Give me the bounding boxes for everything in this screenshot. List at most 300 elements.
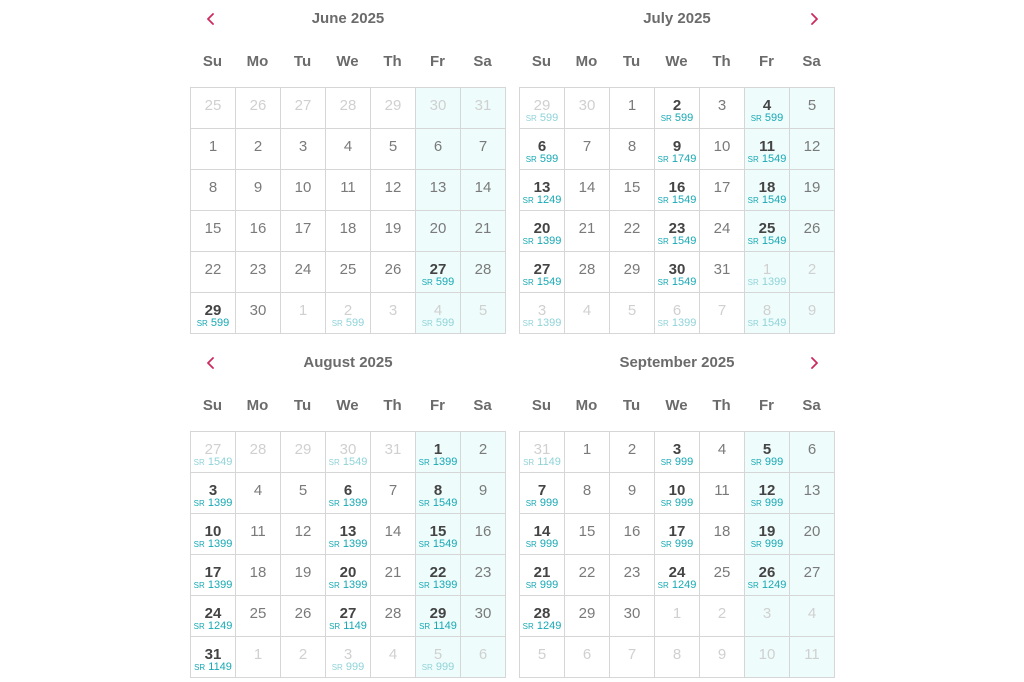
day-cell[interactable] xyxy=(565,211,610,252)
day-grid xyxy=(519,87,835,334)
day-number: 27 xyxy=(429,261,447,278)
weekday-label: Sa xyxy=(802,397,821,414)
day-price xyxy=(520,620,564,632)
day-cell[interactable] xyxy=(520,473,565,514)
day-cell[interactable] xyxy=(371,170,416,211)
day-cell-outside-month[interactable] xyxy=(655,596,700,637)
day-cell-outside-month[interactable] xyxy=(326,432,371,473)
day-number: 27 xyxy=(294,97,312,114)
day-cell[interactable] xyxy=(461,211,506,252)
currency-label: SR xyxy=(657,155,669,164)
day-cell-outside-month[interactable] xyxy=(416,637,461,678)
day-cell-outside-month[interactable] xyxy=(326,637,371,678)
day-cell[interactable] xyxy=(416,211,461,252)
day-number: 31 xyxy=(713,261,731,278)
day-cell[interactable] xyxy=(520,514,565,555)
day-cell[interactable] xyxy=(655,252,700,293)
weekday-label: Mo xyxy=(575,53,598,70)
day-price xyxy=(520,112,564,124)
day-cell-outside-month[interactable] xyxy=(655,637,700,678)
currency-label: SR xyxy=(657,278,669,287)
day-number: 6 xyxy=(807,441,817,458)
day-number: 19 xyxy=(384,220,402,237)
day-cell-outside-month[interactable] xyxy=(281,88,326,129)
currency-label: SR xyxy=(747,155,759,164)
day-cell[interactable] xyxy=(236,293,281,334)
day-number: 24 xyxy=(204,605,222,622)
price-amount: 599 xyxy=(674,112,694,124)
day-cell[interactable] xyxy=(565,432,610,473)
day-cell[interactable] xyxy=(700,514,745,555)
day-number: 12 xyxy=(294,523,312,540)
day-cell-outside-month[interactable] xyxy=(236,88,281,129)
currency-label: SR xyxy=(329,622,341,631)
price-amount: 1149 xyxy=(537,456,561,468)
day-cell-outside-month[interactable] xyxy=(326,88,371,129)
day-cell[interactable] xyxy=(326,514,371,555)
day-cell[interactable] xyxy=(461,129,506,170)
day-number: 30 xyxy=(578,97,596,114)
weekday-label: Th xyxy=(712,53,731,70)
day-cell[interactable] xyxy=(326,170,371,211)
day-cell[interactable] xyxy=(655,514,700,555)
currency-label: SR xyxy=(750,114,762,123)
day-number: 7 xyxy=(717,302,727,319)
day-number: 18 xyxy=(758,179,776,196)
currency-label: SR xyxy=(522,278,534,287)
day-cell[interactable] xyxy=(416,432,461,473)
day-cell-outside-month[interactable] xyxy=(520,432,565,473)
day-cell[interactable] xyxy=(416,596,461,637)
day-cell[interactable] xyxy=(236,596,281,637)
day-number: 13 xyxy=(803,482,821,499)
currency-label: SR xyxy=(660,540,672,549)
day-number: 14 xyxy=(578,179,596,196)
day-cell[interactable] xyxy=(371,555,416,596)
day-cell[interactable] xyxy=(700,129,745,170)
day-cell[interactable] xyxy=(655,555,700,596)
day-cell-outside-month[interactable] xyxy=(461,293,506,334)
day-number: 10 xyxy=(668,482,686,499)
day-cell[interactable] xyxy=(191,555,236,596)
day-cell-outside-month[interactable] xyxy=(191,88,236,129)
day-cell[interactable] xyxy=(281,514,326,555)
day-price xyxy=(745,112,789,124)
day-cell[interactable] xyxy=(281,252,326,293)
price-amount: 999 xyxy=(539,497,559,509)
day-cell-outside-month[interactable] xyxy=(655,293,700,334)
day-cell-outside-month[interactable] xyxy=(281,432,326,473)
day-cell-outside-month[interactable] xyxy=(790,637,835,678)
day-cell[interactable] xyxy=(416,129,461,170)
day-cell[interactable] xyxy=(371,252,416,293)
day-cell[interactable] xyxy=(565,170,610,211)
day-number: 17 xyxy=(204,564,222,581)
day-cell-outside-month[interactable] xyxy=(790,293,835,334)
day-cell[interactable] xyxy=(371,129,416,170)
day-cell[interactable] xyxy=(461,170,506,211)
day-cell[interactable] xyxy=(655,473,700,514)
price-amount: 599 xyxy=(539,153,559,165)
day-cell-outside-month[interactable] xyxy=(700,293,745,334)
day-cell[interactable] xyxy=(326,252,371,293)
day-number: 29 xyxy=(294,441,312,458)
day-cell[interactable] xyxy=(700,555,745,596)
day-cell[interactable] xyxy=(236,129,281,170)
day-cell[interactable] xyxy=(790,88,835,129)
price-amount: 1549 xyxy=(207,456,233,468)
day-cell[interactable] xyxy=(565,129,610,170)
prev-month-button[interactable] xyxy=(202,354,220,372)
day-number: 14 xyxy=(533,523,551,540)
day-cell-outside-month[interactable] xyxy=(610,637,655,678)
day-cell[interactable] xyxy=(790,432,835,473)
day-cell[interactable] xyxy=(610,88,655,129)
day-cell[interactable] xyxy=(745,432,790,473)
currency-label: SR xyxy=(525,114,537,123)
day-price xyxy=(416,317,460,329)
day-number: 4 xyxy=(343,138,353,155)
day-cell[interactable] xyxy=(745,129,790,170)
day-cell[interactable] xyxy=(191,211,236,252)
day-grid xyxy=(519,431,835,678)
day-cell[interactable] xyxy=(191,293,236,334)
day-cell-outside-month[interactable] xyxy=(416,88,461,129)
day-cell[interactable] xyxy=(610,473,655,514)
day-cell[interactable] xyxy=(565,252,610,293)
day-cell[interactable] xyxy=(326,473,371,514)
day-cell[interactable] xyxy=(610,432,655,473)
day-cell[interactable] xyxy=(281,473,326,514)
day-cell[interactable] xyxy=(610,211,655,252)
day-price xyxy=(520,497,564,509)
day-cell[interactable] xyxy=(520,129,565,170)
day-cell[interactable] xyxy=(745,211,790,252)
price-amount: 999 xyxy=(345,661,365,673)
day-number: 29 xyxy=(623,261,641,278)
day-cell-outside-month[interactable] xyxy=(371,293,416,334)
day-cell[interactable] xyxy=(326,555,371,596)
day-cell[interactable] xyxy=(191,637,236,678)
weekday-label: We xyxy=(336,397,359,414)
day-cell[interactable] xyxy=(461,432,506,473)
day-cell[interactable] xyxy=(610,555,655,596)
day-number: 3 xyxy=(537,302,547,319)
day-cell-outside-month[interactable] xyxy=(520,88,565,129)
currency-label: SR xyxy=(421,663,433,672)
day-cell[interactable] xyxy=(191,170,236,211)
month-title: June 2025 xyxy=(311,10,385,27)
day-cell-outside-month[interactable] xyxy=(461,637,506,678)
day-cell[interactable] xyxy=(790,514,835,555)
day-cell[interactable] xyxy=(461,252,506,293)
day-cell-outside-month[interactable] xyxy=(371,88,416,129)
day-cell[interactable] xyxy=(700,252,745,293)
day-price xyxy=(745,497,789,509)
day-cell[interactable] xyxy=(281,170,326,211)
day-cell[interactable] xyxy=(416,473,461,514)
day-cell[interactable] xyxy=(326,129,371,170)
day-cell-outside-month[interactable] xyxy=(461,88,506,129)
day-cell[interactable] xyxy=(236,555,281,596)
day-number: 16 xyxy=(623,523,641,540)
day-number: 13 xyxy=(533,179,551,196)
day-number: 4 xyxy=(582,302,592,319)
day-cell-outside-month[interactable] xyxy=(745,293,790,334)
day-cell[interactable] xyxy=(326,211,371,252)
day-cell[interactable] xyxy=(416,170,461,211)
day-number: 2 xyxy=(672,97,682,114)
day-number: 29 xyxy=(429,605,447,622)
day-cell[interactable] xyxy=(565,473,610,514)
day-cell[interactable] xyxy=(610,596,655,637)
price-amount: 1249 xyxy=(536,194,562,206)
day-cell[interactable] xyxy=(610,129,655,170)
day-cell[interactable] xyxy=(371,473,416,514)
currency-label: SR xyxy=(525,540,537,549)
day-number: 3 xyxy=(762,605,772,622)
day-number: 1 xyxy=(582,441,592,458)
day-price xyxy=(191,497,235,509)
day-price xyxy=(655,497,699,509)
month-header xyxy=(190,0,506,36)
day-cell[interactable] xyxy=(416,555,461,596)
day-cell-outside-month[interactable] xyxy=(610,293,655,334)
day-cell[interactable] xyxy=(416,514,461,555)
day-cell[interactable] xyxy=(700,170,745,211)
day-cell[interactable] xyxy=(745,473,790,514)
day-cell[interactable] xyxy=(565,596,610,637)
day-number: 16 xyxy=(249,220,267,237)
price-amount: 1149 xyxy=(343,620,367,632)
day-number: 4 xyxy=(762,97,772,114)
prev-month-button[interactable] xyxy=(202,10,220,28)
day-number: 6 xyxy=(582,646,592,663)
currency-label: SR xyxy=(419,622,431,631)
day-number: 6 xyxy=(478,646,488,663)
day-cell[interactable] xyxy=(191,129,236,170)
day-number: 30 xyxy=(623,605,641,622)
day-number: 8 xyxy=(672,646,682,663)
price-amount: 999 xyxy=(764,538,784,550)
weekday-header-row xyxy=(190,36,506,87)
price-amount: 1249 xyxy=(671,579,697,591)
next-month-button[interactable] xyxy=(805,354,823,372)
day-cell-outside-month[interactable] xyxy=(281,637,326,678)
currency-label: SR xyxy=(194,663,206,672)
day-cell-outside-month[interactable] xyxy=(565,293,610,334)
day-cell[interactable] xyxy=(236,473,281,514)
chevron-right-icon xyxy=(809,357,819,369)
currency-label: SR xyxy=(193,540,205,549)
price-amount: 999 xyxy=(764,497,784,509)
day-cell[interactable] xyxy=(655,129,700,170)
day-cell[interactable] xyxy=(790,170,835,211)
day-number: 15 xyxy=(578,523,596,540)
day-cell[interactable] xyxy=(191,596,236,637)
day-cell-outside-month[interactable] xyxy=(520,293,565,334)
day-cell-outside-month[interactable] xyxy=(745,252,790,293)
day-cell[interactable] xyxy=(655,170,700,211)
day-number: 25 xyxy=(339,261,357,278)
day-number: 23 xyxy=(474,564,492,581)
day-number: 21 xyxy=(578,220,596,237)
day-cell[interactable] xyxy=(790,211,835,252)
day-price xyxy=(326,317,370,329)
day-cell[interactable] xyxy=(281,211,326,252)
weekday-label: Fr xyxy=(759,53,774,70)
day-cell[interactable] xyxy=(326,596,371,637)
price-amount: 1399 xyxy=(342,579,368,591)
day-price xyxy=(520,235,564,247)
day-cell[interactable] xyxy=(790,129,835,170)
day-grid xyxy=(190,87,506,334)
day-cell[interactable] xyxy=(191,514,236,555)
day-number: 4 xyxy=(807,605,817,622)
day-price xyxy=(745,317,789,329)
price-amount: 1549 xyxy=(761,194,787,206)
day-cell[interactable] xyxy=(371,596,416,637)
day-number: 31 xyxy=(384,441,402,458)
day-cell[interactable] xyxy=(520,596,565,637)
day-cell[interactable] xyxy=(565,555,610,596)
price-amount: 999 xyxy=(674,538,694,550)
day-cell-outside-month[interactable] xyxy=(520,637,565,678)
day-cell[interactable] xyxy=(655,432,700,473)
currency-label: SR xyxy=(747,278,759,287)
day-cell[interactable] xyxy=(745,555,790,596)
day-number: 30 xyxy=(668,261,686,278)
day-cell[interactable] xyxy=(610,514,655,555)
day-cell[interactable] xyxy=(191,473,236,514)
day-cell[interactable] xyxy=(236,211,281,252)
day-cell[interactable] xyxy=(461,596,506,637)
day-number: 18 xyxy=(249,564,267,581)
day-cell-outside-month[interactable] xyxy=(236,432,281,473)
day-cell-outside-month[interactable] xyxy=(790,252,835,293)
day-cell-outside-month[interactable] xyxy=(790,596,835,637)
day-cell-outside-month[interactable] xyxy=(416,293,461,334)
price-amount: 1549 xyxy=(342,456,368,468)
day-number: 7 xyxy=(478,138,488,155)
day-cell-outside-month[interactable] xyxy=(326,293,371,334)
day-number: 9 xyxy=(627,482,637,499)
day-number: 2 xyxy=(253,138,263,155)
day-cell[interactable] xyxy=(700,88,745,129)
day-number: 4 xyxy=(388,646,398,663)
day-cell[interactable] xyxy=(610,252,655,293)
day-cell-outside-month[interactable] xyxy=(236,637,281,678)
day-number: 18 xyxy=(713,523,731,540)
day-cell[interactable] xyxy=(371,514,416,555)
currency-label: SR xyxy=(522,237,534,246)
day-cell[interactable] xyxy=(236,170,281,211)
currency-label: SR xyxy=(522,622,534,631)
weekday-label: Mo xyxy=(246,397,269,414)
day-number: 14 xyxy=(474,179,492,196)
day-cell[interactable] xyxy=(520,555,565,596)
day-cell[interactable] xyxy=(281,596,326,637)
day-cell-outside-month[interactable] xyxy=(281,293,326,334)
day-cell-outside-month[interactable] xyxy=(565,88,610,129)
weekday-label: Mo xyxy=(575,397,598,414)
day-cell-outside-month[interactable] xyxy=(745,596,790,637)
day-cell-outside-month[interactable] xyxy=(371,637,416,678)
day-cell[interactable] xyxy=(700,473,745,514)
day-cell[interactable] xyxy=(236,252,281,293)
price-amount: 599 xyxy=(764,112,784,124)
day-cell[interactable] xyxy=(371,211,416,252)
day-cell[interactable] xyxy=(700,432,745,473)
day-cell-outside-month[interactable] xyxy=(565,637,610,678)
day-number: 9 xyxy=(672,138,682,155)
weekday-label: We xyxy=(665,53,688,70)
day-cell[interactable] xyxy=(281,129,326,170)
day-number: 14 xyxy=(384,523,402,540)
day-cell[interactable] xyxy=(191,252,236,293)
day-number: 24 xyxy=(294,261,312,278)
day-cell[interactable] xyxy=(461,555,506,596)
day-cell[interactable] xyxy=(416,252,461,293)
day-cell[interactable] xyxy=(520,211,565,252)
day-cell[interactable] xyxy=(790,555,835,596)
day-number: 20 xyxy=(803,523,821,540)
day-cell[interactable] xyxy=(745,514,790,555)
day-cell[interactable] xyxy=(655,88,700,129)
day-number: 3 xyxy=(298,138,308,155)
day-cell[interactable] xyxy=(461,473,506,514)
day-price xyxy=(416,538,460,550)
day-cell[interactable] xyxy=(281,555,326,596)
next-month-button[interactable] xyxy=(805,10,823,28)
day-number: 8 xyxy=(208,179,218,196)
day-price xyxy=(326,579,370,591)
day-cell-outside-month[interactable] xyxy=(191,432,236,473)
day-price xyxy=(745,456,789,468)
day-price xyxy=(520,317,564,329)
month-title: August 2025 xyxy=(303,354,393,371)
day-number: 30 xyxy=(429,97,447,114)
day-number: 9 xyxy=(478,482,488,499)
day-cell[interactable] xyxy=(610,170,655,211)
day-cell-outside-month[interactable] xyxy=(700,637,745,678)
day-cell[interactable] xyxy=(700,211,745,252)
day-price xyxy=(326,620,370,632)
price-amount: 599 xyxy=(345,317,365,329)
day-cell[interactable] xyxy=(565,514,610,555)
day-cell-outside-month[interactable] xyxy=(700,596,745,637)
day-cell[interactable] xyxy=(520,170,565,211)
weekday-label: We xyxy=(336,53,359,70)
price-amount: 1249 xyxy=(207,620,233,632)
day-number: 16 xyxy=(668,179,686,196)
day-number: 24 xyxy=(668,564,686,581)
day-number: 28 xyxy=(474,261,492,278)
day-cell[interactable] xyxy=(745,88,790,129)
day-cell-outside-month[interactable] xyxy=(371,432,416,473)
currency-label: SR xyxy=(750,499,762,508)
day-cell[interactable] xyxy=(236,514,281,555)
day-cell[interactable] xyxy=(790,473,835,514)
month-header xyxy=(519,344,835,380)
day-cell[interactable] xyxy=(655,211,700,252)
weekday-header-row xyxy=(519,380,835,431)
day-cell[interactable] xyxy=(745,170,790,211)
day-cell-outside-month[interactable] xyxy=(745,637,790,678)
weekday-label: Fr xyxy=(759,397,774,414)
day-cell[interactable] xyxy=(520,252,565,293)
day-cell[interactable] xyxy=(461,514,506,555)
